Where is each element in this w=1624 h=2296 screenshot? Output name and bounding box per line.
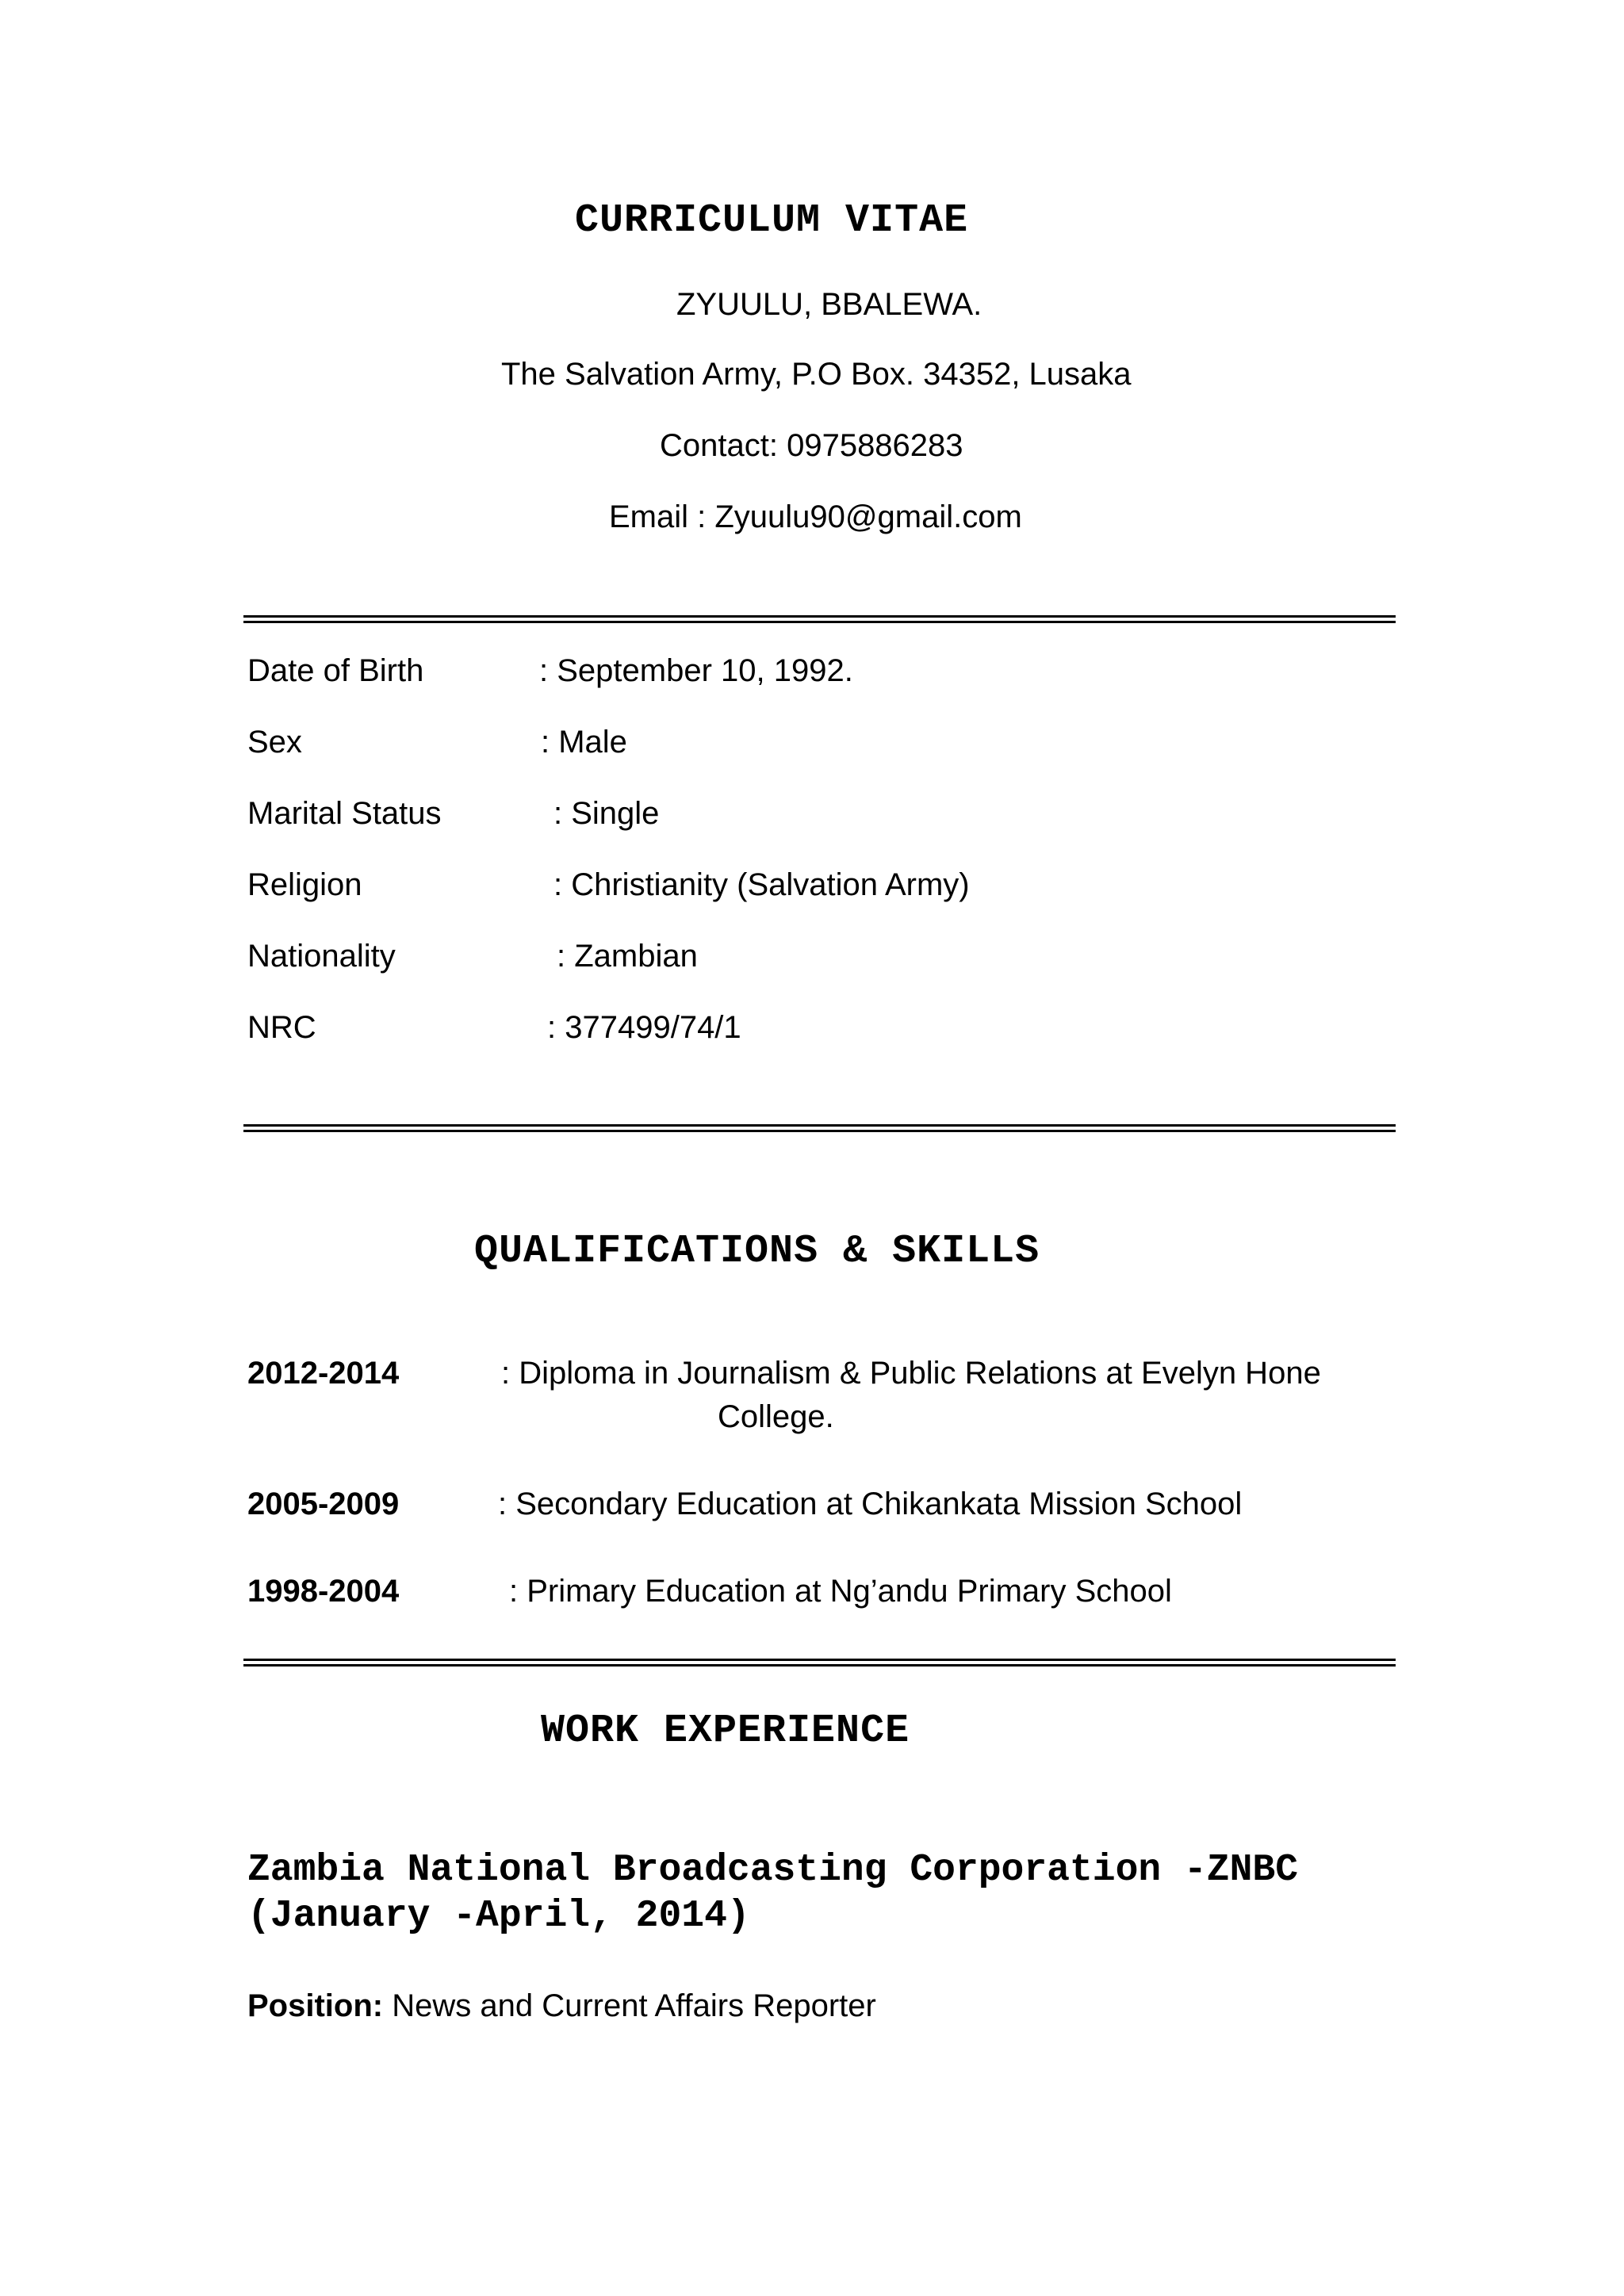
qualification-description: : Secondary Education at Chikankata Mission School — [498, 1487, 1243, 1521]
document-title: CURRICULUM VITAE — [575, 198, 969, 243]
qualification-years: 2005-2009 — [247, 1487, 400, 1521]
nationality-label: Nationality — [247, 939, 396, 974]
email-line: Email : Zyuulu90@gmail.com — [609, 499, 1022, 534]
position-line — [247, 1988, 876, 2024]
nrc-label: NRC — [247, 1010, 316, 1045]
section-divider — [243, 1124, 1396, 1132]
qualifications-heading: QUALIFICATIONS & SKILLS — [474, 1229, 1040, 1274]
sex-label: Sex — [247, 725, 302, 760]
qualification-description: : Primary Education at Ng’andu Primary School — [509, 1574, 1172, 1609]
qualification-years: 1998-2004 — [247, 1574, 400, 1609]
section-divider — [243, 615, 1396, 623]
dob-label: Date of Birth — [247, 653, 424, 688]
sex-value: : Male — [541, 725, 627, 760]
religion-value: : Christianity (Salvation Army) — [553, 867, 970, 902]
section-divider — [243, 1659, 1396, 1667]
position-value: News and Current Affairs Reporter — [383, 1988, 876, 2023]
religion-label: Religion — [247, 867, 362, 902]
qualification-description-continued: College. — [718, 1399, 834, 1434]
qualification-years: 2012-2014 — [247, 1356, 400, 1391]
dob-value: : September 10, 1992. — [539, 653, 853, 688]
contact-line: Contact: 0975886283 — [660, 428, 963, 463]
address-line: The Salvation Army, P.O Box. 34352, Lusaka — [501, 357, 1132, 392]
candidate-name: ZYUULU, BBALEWA. — [676, 287, 982, 322]
marital-status-label: Marital Status — [247, 796, 442, 831]
position-label: Position: — [247, 1988, 384, 2023]
employer-name: Zambia National Broadcasting Corporation -ZNBC — [247, 1849, 1299, 1892]
marital-status-value: : Single — [553, 796, 660, 831]
nationality-value: : Zambian — [557, 939, 698, 974]
qualification-description: : Diploma in Journalism & Public Relations at Evelyn Hone — [501, 1356, 1321, 1391]
employment-period: (January -April, 2014) — [247, 1895, 750, 1938]
nrc-value: : 377499/74/1 — [547, 1010, 741, 1045]
work-experience-heading: WORK EXPERIENCE — [541, 1709, 910, 1754]
